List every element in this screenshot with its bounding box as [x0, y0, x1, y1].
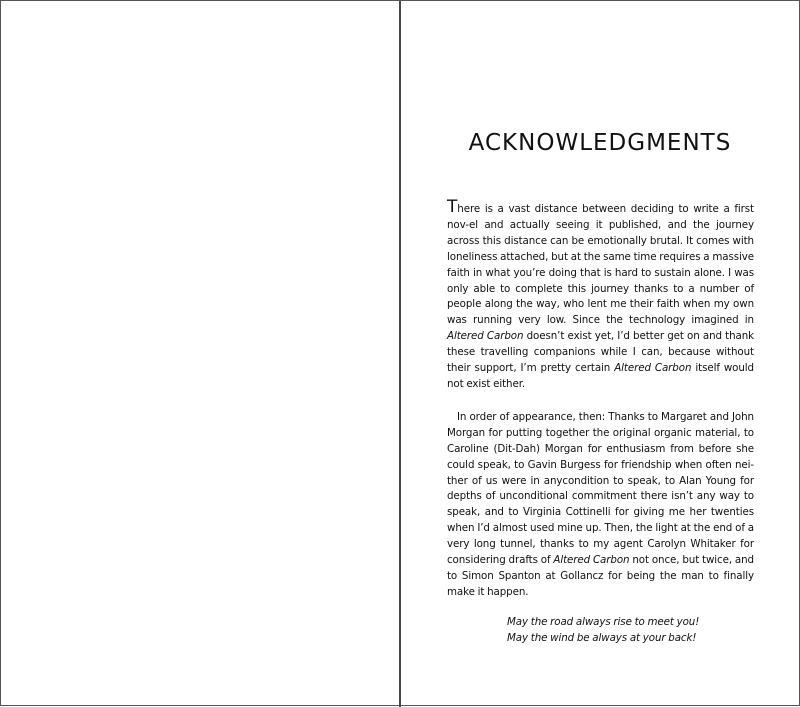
paragraph-one-text-a: here is a vast distance between deciding to write a first nov-el and actually seeing it published, and the journey across this distance can be emotionally brutal. It comes with loneliness attached, but at the same time requires a massive faith in what you’re doing that is hard to sustain alone. I was only able to complete this journey thanks to a number of people along the way, who lent me their faith when my own was running very low. Since the technology imagined in — [447, 203, 754, 327]
paragraph-one-text-c: itself would not exist either. — [447, 362, 754, 390]
drop-cap: T — [447, 197, 458, 217]
epigraph — [447, 614, 754, 646]
book-spine-divider — [399, 1, 401, 707]
paragraph-two — [447, 410, 754, 601]
epigraph-line-2: May the wind be always at your back! — [507, 631, 697, 644]
paragraph-two-text-a: In order of appearance, then: Thanks to Margaret and John Morgan for putting together the original organic material, to Caroline (Dit-Dah) Morgan for enthusiasm from before she could speak, to Gavin Burgess for friendship when often nei-ther of us were in anycondition to speak, to Alan Young for depths of unconditional commitment there isn’t any way to speak, and to Virginia Cottinelli for giving me her twenties when I’d almost used mine up. Then, the light at the end of a very long tunnel, thanks to my agent Carolyn Whitaker for considering drafts of — [447, 410, 754, 567]
paragraph-one — [447, 197, 755, 393]
epigraph-line-1: May the road always rise to meet you! — [507, 615, 700, 628]
book-title-reference: Altered Carbon — [553, 554, 630, 567]
page-title: ACKNOWLEDGMENTS — [468, 130, 732, 156]
left-page-blank — [2, 2, 398, 705]
paragraph-two-text-b: not once, but twice, and to Simon Spanton at Gollancz for being the man to finally make it happen. — [447, 554, 754, 598]
book-title-reference: Altered Carbon — [614, 362, 692, 375]
book-title-reference: Altered Carbon — [447, 330, 524, 343]
acknowledgments-body — [447, 197, 755, 646]
paragraph-one-text-b: doesn’t exist yet, I’d better get on and thank these travelling companions while I can, because without their support, I’m pretty certain — [447, 330, 755, 375]
